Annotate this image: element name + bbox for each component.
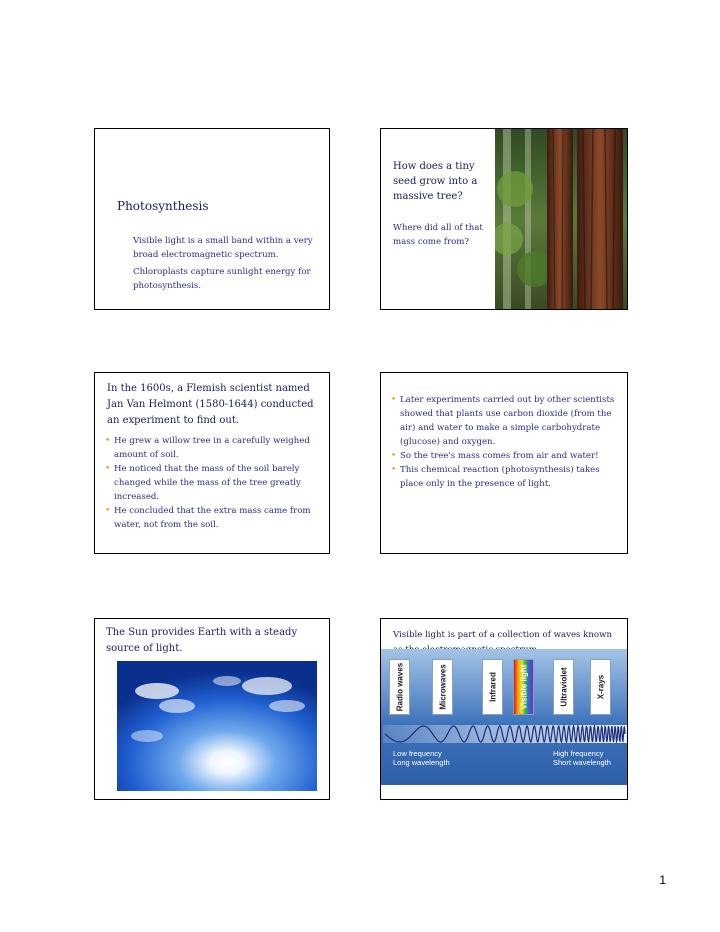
band-label: Visible light xyxy=(519,664,528,710)
page-number: 1 xyxy=(659,873,666,887)
slide-title: In the 1600s, a Flemish scientist named Jan Van Helmont (1580-1644) conducted an experiment to find out. xyxy=(107,383,314,426)
band-label: Ultraviolet xyxy=(559,667,568,707)
band-ultraviolet xyxy=(553,659,574,715)
slide-5 xyxy=(94,618,330,800)
slide-question: How does a tiny seed grow into a massive tree? xyxy=(393,161,478,202)
band-infrared xyxy=(482,659,503,715)
band-label: Infrared xyxy=(488,672,497,702)
bullet-item: • This chemical reaction (photosynthesis) takes place only in the presence of light. xyxy=(391,463,621,491)
bullet-item: • So the tree's mass comes from air and water! xyxy=(391,449,621,463)
band-label: Microwaves xyxy=(438,664,447,710)
long-wavelength-text: Long wavelength xyxy=(393,758,450,767)
bullet-list xyxy=(391,393,621,491)
band-label: X-rays xyxy=(596,674,605,700)
high-frequency-label xyxy=(553,749,611,767)
electromagnetic-spectrum-diagram xyxy=(381,649,628,785)
bullet-item: • He noticed that the mass of the soil barely changed while the mass of the tree greatly increased. xyxy=(105,462,323,504)
slide-title: Photosynthesis xyxy=(117,199,209,213)
slide-title: The Sun provides Earth with a steady source of light. xyxy=(106,627,298,654)
slide-1 xyxy=(94,128,330,310)
band-radio-waves xyxy=(389,659,410,715)
redwood-forest-photo xyxy=(495,129,627,309)
short-wavelength-text: Short wavelength xyxy=(553,758,611,767)
slide-6 xyxy=(380,618,628,800)
bullet-item: • He concluded that the extra mass came from water, not from the soil. xyxy=(105,504,323,532)
sunlit-sky-photo xyxy=(117,661,317,791)
slide-body xyxy=(133,234,313,293)
slide-subtext: Where did all of that mass come from? xyxy=(393,223,483,247)
band-x-rays xyxy=(590,659,611,715)
slide-2 xyxy=(380,128,628,310)
slide-4 xyxy=(380,372,628,554)
band-label: Radio waves xyxy=(395,662,404,712)
high-frequency-text: High frequency xyxy=(553,749,604,758)
band-microwaves xyxy=(432,659,453,715)
slide-title: Visible light is part of a collection of waves known xyxy=(393,630,612,640)
bullet-list xyxy=(105,434,323,532)
band-visible-light xyxy=(513,659,534,715)
bullet-item: • Later experiments carried out by other scientists showed that plants use carbon dioxide (from the air) and water to make a simple carbohydrate (glucose) and oxygen. xyxy=(391,393,621,449)
wave-icon xyxy=(383,721,627,747)
bullet-item: • He grew a willow tree in a carefully weighed amount of soil. xyxy=(105,434,323,462)
slide-3 xyxy=(94,372,330,554)
body-line: Visible light is a small band within a very broad electromagnetic spectrum. xyxy=(133,236,313,260)
low-frequency-label xyxy=(393,749,450,767)
body-line: Chloroplasts capture sunlight energy for photosynthesis. xyxy=(133,267,311,291)
low-frequency-text: Low frequency xyxy=(393,749,442,758)
